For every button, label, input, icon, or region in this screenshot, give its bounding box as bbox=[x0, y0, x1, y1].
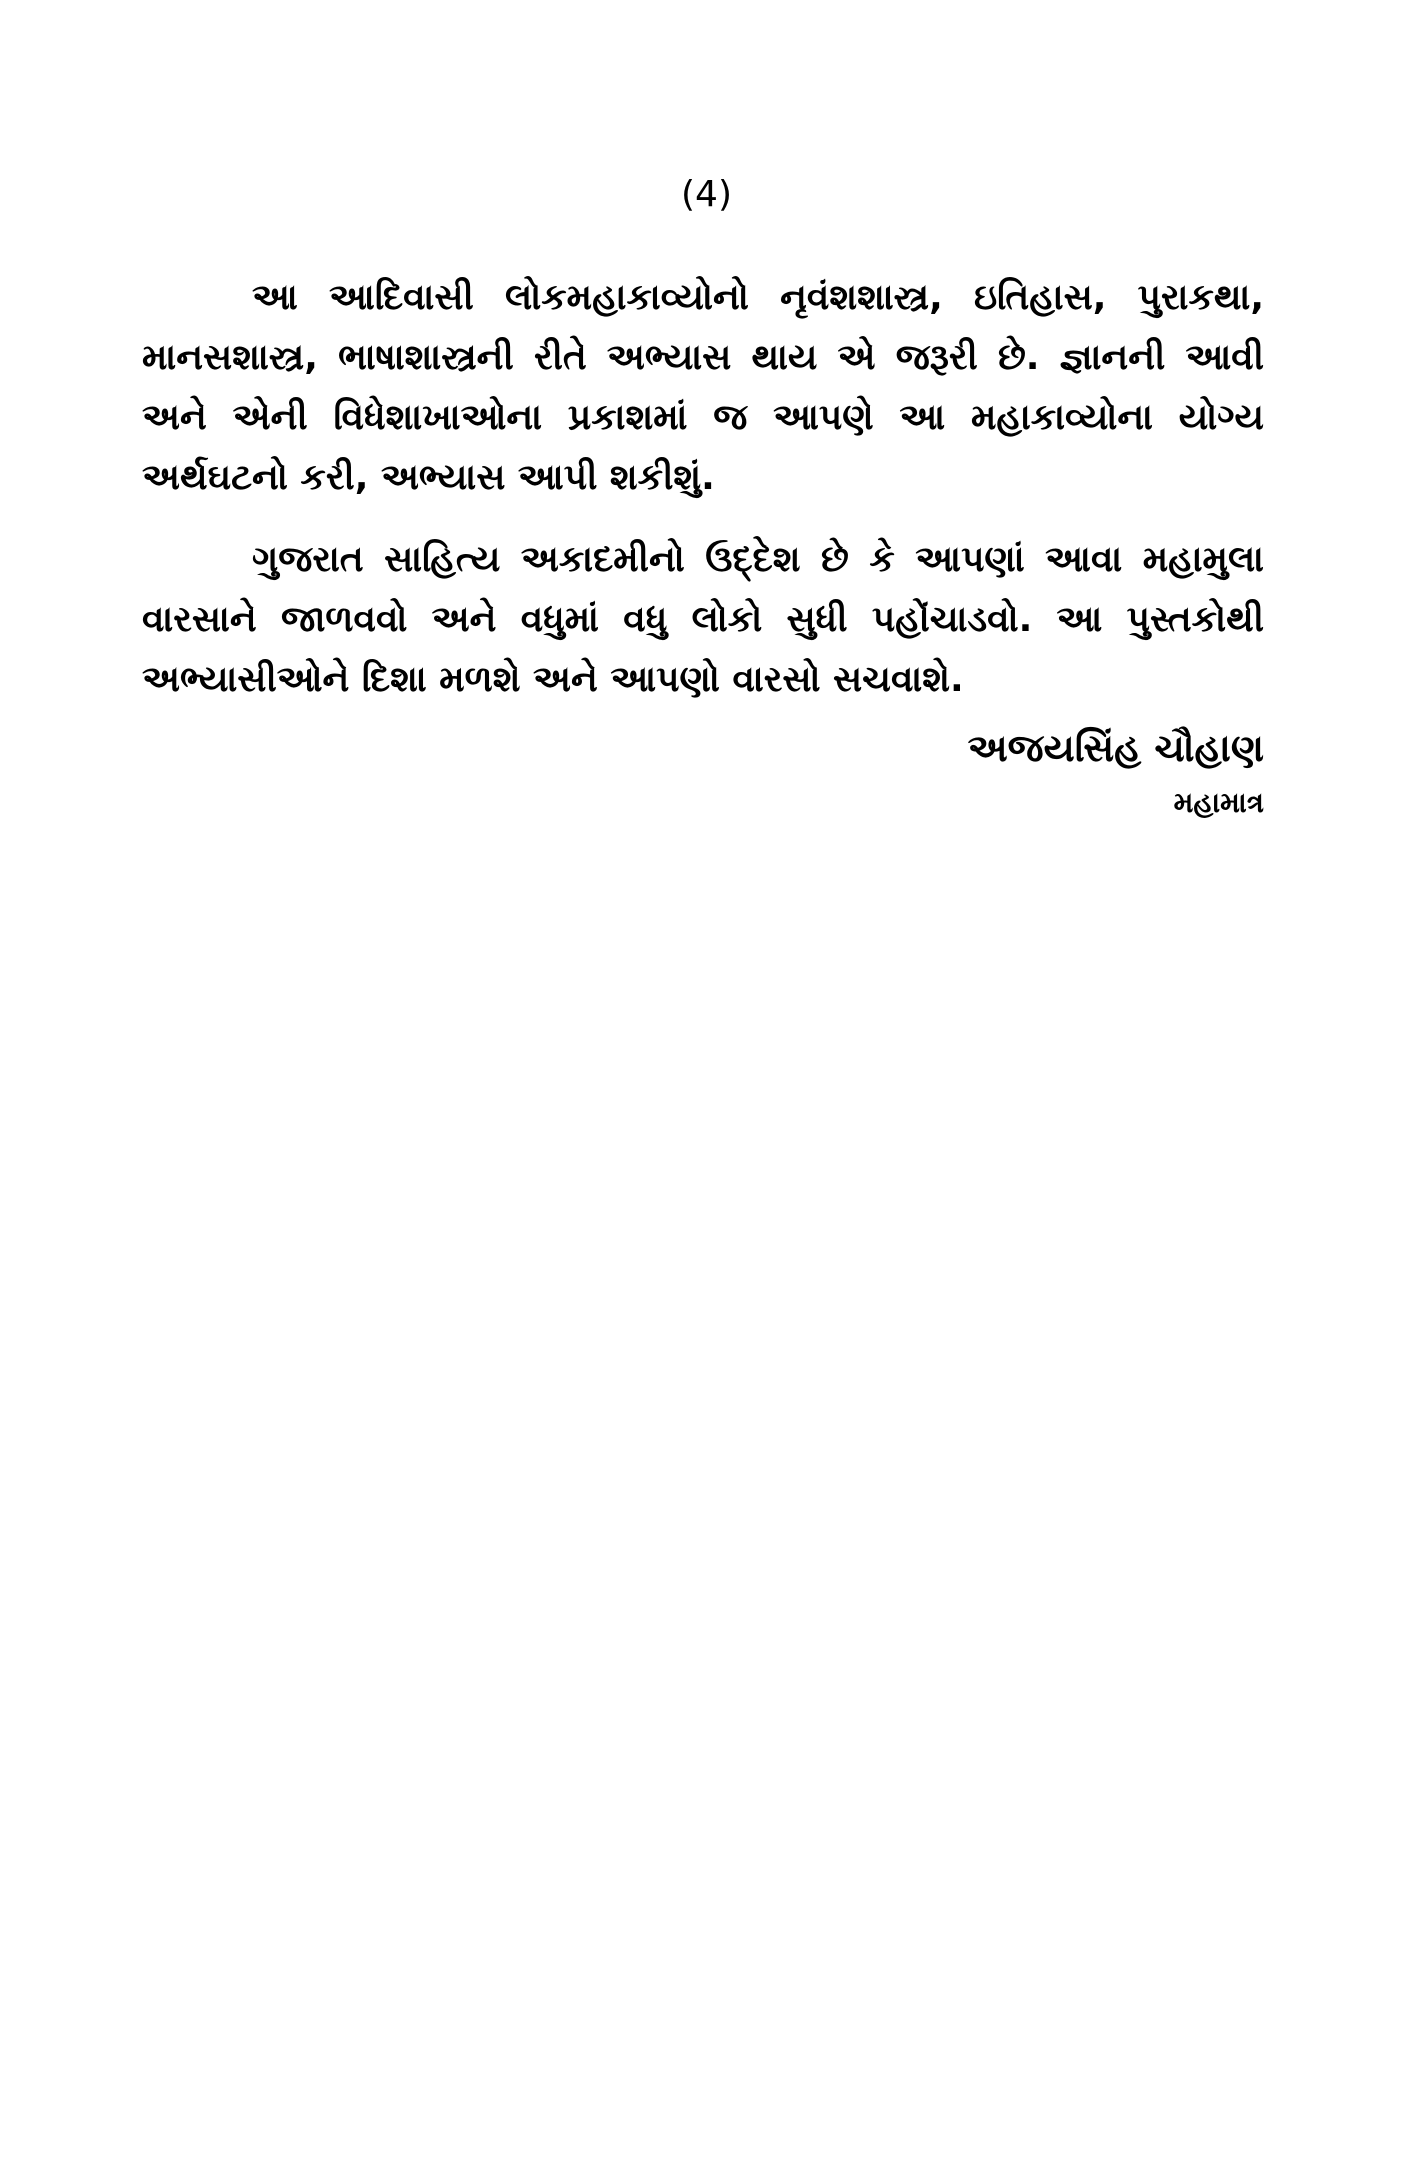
body-text bbox=[142, 268, 1264, 732]
paragraph-2: ગુજરાત સાહિત્ય અકાદમીનો ઉદ્દેશ છે કે આપણાં આવા મહામુલા વારસાને જાળવવો અને વધુમાં વધુ લોકો સુધી પહોંચાડવો. આ પુસ્તકોથી અભ્યાસીઓને દિશા મળશે અને આપણો વારસો સચવાશે. bbox=[142, 539, 1264, 700]
page-number: (4) bbox=[681, 174, 732, 215]
signature-name: અજયસિંહ ચૌહાણ bbox=[967, 726, 1264, 770]
signature-title: મહામાત્ર bbox=[1173, 786, 1264, 819]
paragraph-1: આ આદિવાસી લોકમહાકાવ્યોનો નૃવંશશાસ્ત્ર, ઇતિહાસ, પુરાકથા, માનસશાસ્ત્ર, ભાષાશાસ્ત્રની રીતે અભ્યાસ થાય એ જરૂરી છે. જ્ઞાનની આવી અને એની વિધેશાખાઓના પ્રકાશમાં જ આપણે આ મહાકાવ્યોના યોગ્ય અર્થઘટનો કરી, અભ્યાસ આપી શકીશું. bbox=[142, 277, 1264, 498]
signature-block bbox=[968, 718, 1264, 828]
